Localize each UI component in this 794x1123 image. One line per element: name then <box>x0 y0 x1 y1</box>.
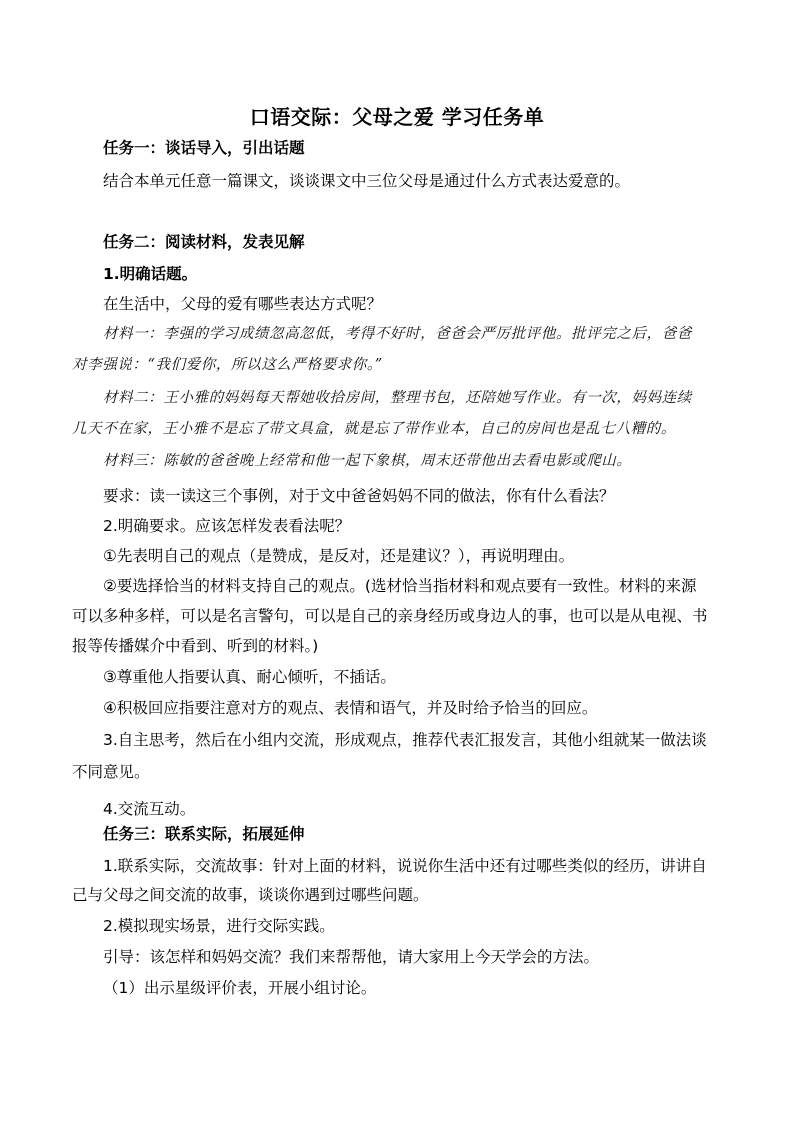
task1-text: 结合本单元任意一篇课文，谈谈课文中三位父母是通过什么方式表达爱意的。 <box>103 172 631 190</box>
task2-point1: ①先表明自己的观点（是赞成，是反对，还是建议？），再说明理由。 <box>103 547 575 565</box>
task2-point2-line1: ②要选择恰当的材料支持自己的观点。(选材恰当指材料和观点要有一致性。材料的来源 <box>103 577 697 595</box>
material2-line2: 几天不在家，王小雅不是忘了带文具盒，就是忘了带作业本，自己的房间也是乱七八糟的。 <box>72 421 676 437</box>
material1-line2: 对李强说：“我们爱你，所以这么严格要求你。” <box>72 357 383 373</box>
task3-step2: 2.模拟现实场景，进行交际实践。 <box>103 917 335 935</box>
task3-sub1: （1）出示星级评价表，开展小组讨论。 <box>103 979 377 997</box>
task2-point2-line3: 报等传播媒介中看到、听到的材料。) <box>72 637 319 655</box>
task2-point2-line2: 可以多种多样，可以是名言警句，可以是自己的亲身经历或身边人的事，也可以是从电视、书 <box>72 607 708 625</box>
task3-step1-line1: 1.联系实际，交流故事：针对上面的材料，说说你生活中还有过哪些类似的经历，讲讲自 <box>103 857 707 875</box>
task2-step3-line2: 不同意见。 <box>72 763 150 781</box>
task3-step1-line2: 己与父母之间交流的故事，谈谈你遇到过哪些问题。 <box>72 886 429 904</box>
task2-step2-label: 2.明确要求。应该怎样发表看法呢？ <box>103 517 351 535</box>
document-title: 口语交际：父母之爱 学习任务单 <box>249 105 545 129</box>
task1-heading: 任务一：谈话导入，引出话题 <box>103 139 305 157</box>
task2-step4: 4.交流互动。 <box>103 800 196 818</box>
task2-point4: ④积极回应指要注意对方的观点、表情和语气，并及时给予恰当的回应。 <box>103 699 598 717</box>
material2-line1: 材料二：王小雅的妈妈每天帮她收拾房间，整理书包，还陪她写作业。有一次，妈妈连续 <box>103 390 692 406</box>
task2-step1-label: 1.明确话题。 <box>103 265 198 283</box>
task3-guide: 引导：该怎样和妈妈交流？我们来帮帮他，请大家用上今天学会的方法。 <box>103 948 600 966</box>
task3-heading: 任务三：联系实际，拓展延伸 <box>103 825 305 843</box>
task2-question: 在生活中，父母的爱有哪些表达方式呢？ <box>103 295 383 313</box>
task2-point3: ③尊重他人指要认真、耐心倾听，不插话。 <box>103 668 396 686</box>
task2-heading: 任务二：阅读材料，发表见解 <box>103 233 305 251</box>
material1-line1: 材料一：李强的学习成绩忽高忽低，考得不好时，爸爸会严厉批评他。批评完之后，爸爸 <box>103 326 692 342</box>
task2-step3-line1: 3.自主思考，然后在小组内交流，形成观点，推荐代表汇报发言，其他小组就某一做法谈 <box>103 731 707 749</box>
task2-requirement: 要求：读一读这三个事例，对于文中爸爸妈妈不同的做法，你有什么看法？ <box>103 487 615 505</box>
material3: 材料三：陈敏的爸爸晚上经常和他一起下象棋，周末还带他出去看电影或爬山。 <box>103 453 632 469</box>
